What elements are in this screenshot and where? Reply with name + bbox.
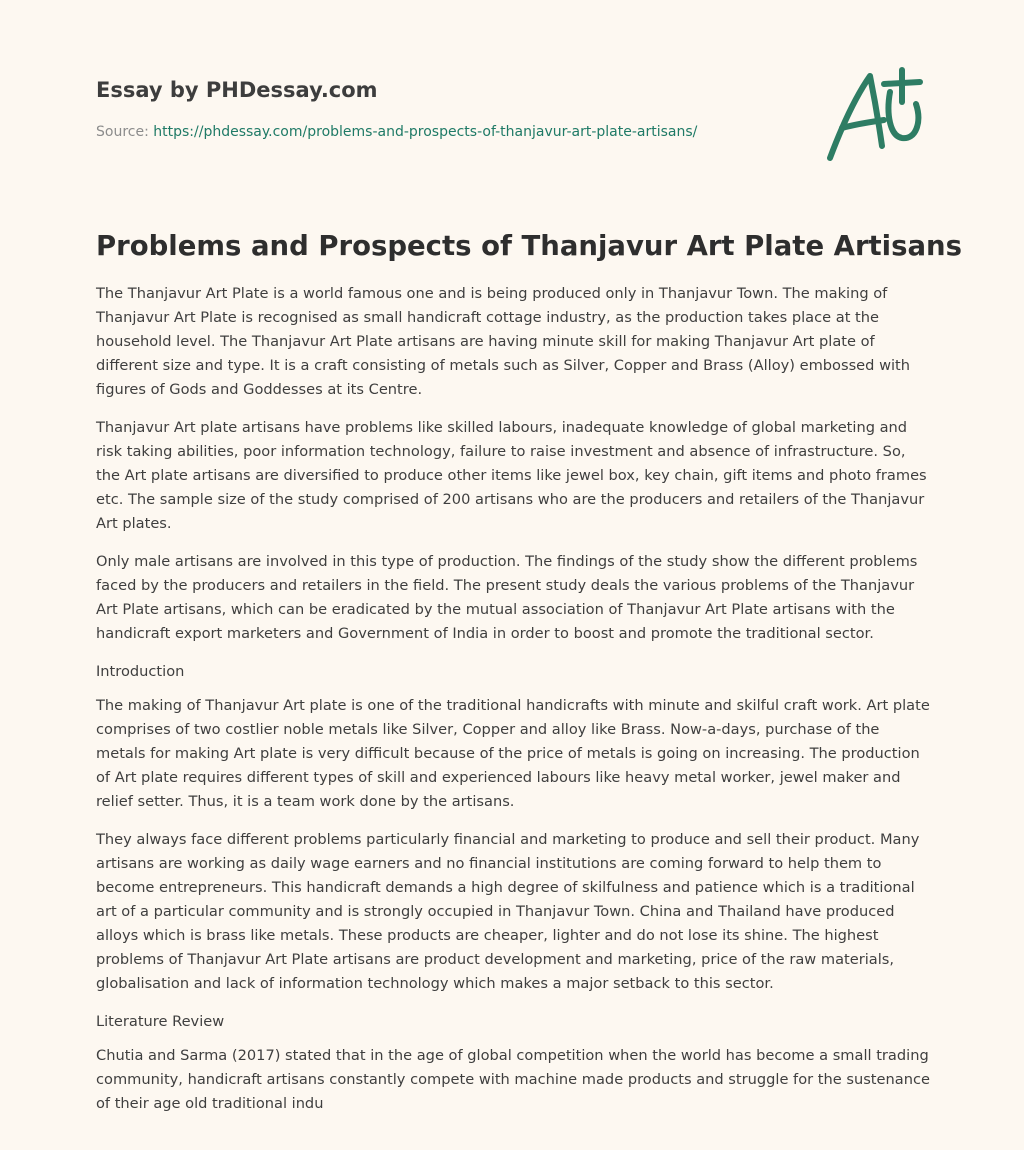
article-title: Problems and Prospects of Thanjavur Art Plate Artisans — [96, 230, 962, 262]
section-heading-literature-review: Literature Review — [96, 1013, 225, 1030]
section-heading-introduction: Introduction — [96, 663, 185, 680]
article — [96, 226, 962, 1130]
source-link[interactable]: https://phdessay.com/problems-and-prospects-of-thanjavur-art-plate-artisans/ — [153, 124, 698, 140]
essay-header — [96, 76, 796, 142]
article-paragraph: The making of Thanjavur Art plate is one of the traditional handicrafts with minute and skilful craft work. Art plate comprises of two costlier noble metals like Silver, Copper and alloy like Brass. Now-a-days, purchase of the metals for making Art plate is very difficult because of the price of metals is going on increasing. The production of Art plate requires different types of skill and experienced labours like heavy metal worker, jewel maker and relief setter. Thus, it is a team work done by the artisans. — [96, 697, 930, 810]
article-paragraph: Chutia and Sarma (2017) stated that in the age of global competition when the world has become a small trading community, handicraft artisans constantly compete with machine made products and struggle for the sustenance of their age old traditional indu — [96, 1047, 930, 1112]
source-line — [96, 122, 796, 142]
article-paragraph: Only male artisans are involved in this type of production. The findings of the study show the different problems faced by the producers and retailers in the field. The present study deals the various problems of the Thanjavur Art Plate artisans, which can be eradicated by the mutual association of Thanjavur Art Plate artisans with the handicraft export marketers and Government of India in order to boost and promote the traditional sector. — [96, 553, 918, 642]
a-plus-logo-icon — [822, 66, 932, 166]
brand-title: Essay by PHDessay.com — [96, 78, 378, 102]
article-paragraph: The Thanjavur Art Plate is a world famous one and is being produced only in Thanjavur Town. The making of Thanjavur Art Plate is recognised as small handicraft cottage industry, as the production takes place at the household level. The Thanjavur Art Plate artisans are having minute skill for making Thanjavur Art plate of different size and type. It is a craft consisting of metals such as Silver, Copper and Brass (Alloy) embossed with figures of Gods and Goddesses at its Centre. — [96, 285, 911, 398]
source-label: Source: — [96, 124, 154, 140]
article-paragraph: They always face different problems particularly financial and marketing to produce and sell their product. Many artisans are working as daily wage earners and no financial institutions are coming forward to help them to become entrepreneurs. This handicraft demands a high degree of skilfulness and patience which is a traditional art of a particular community and is strongly occupied in Thanjavur Town. China and Thailand have produced alloys which is brass like metals. These products are cheaper, lighter and do not lose its shine. The highest problems of Thanjavur Art Plate artisans are product development and marketing, price of the raw materials, globalisation and lack of information technology which makes a major setback to this sector. — [96, 831, 920, 992]
article-paragraph: Thanjavur Art plate artisans have problems like skilled labours, inadequate knowledge of global marketing and risk taking abilities, poor information technology, failure to raise investment and absence of infrastructure. So, the Art plate artisans are diversified to produce other items like jewel box, key chain, gift items and photo frames etc. The sample size of the study comprised of 200 artisans who are the producers and retailers of the Thanjavur Art plates. — [96, 419, 927, 532]
